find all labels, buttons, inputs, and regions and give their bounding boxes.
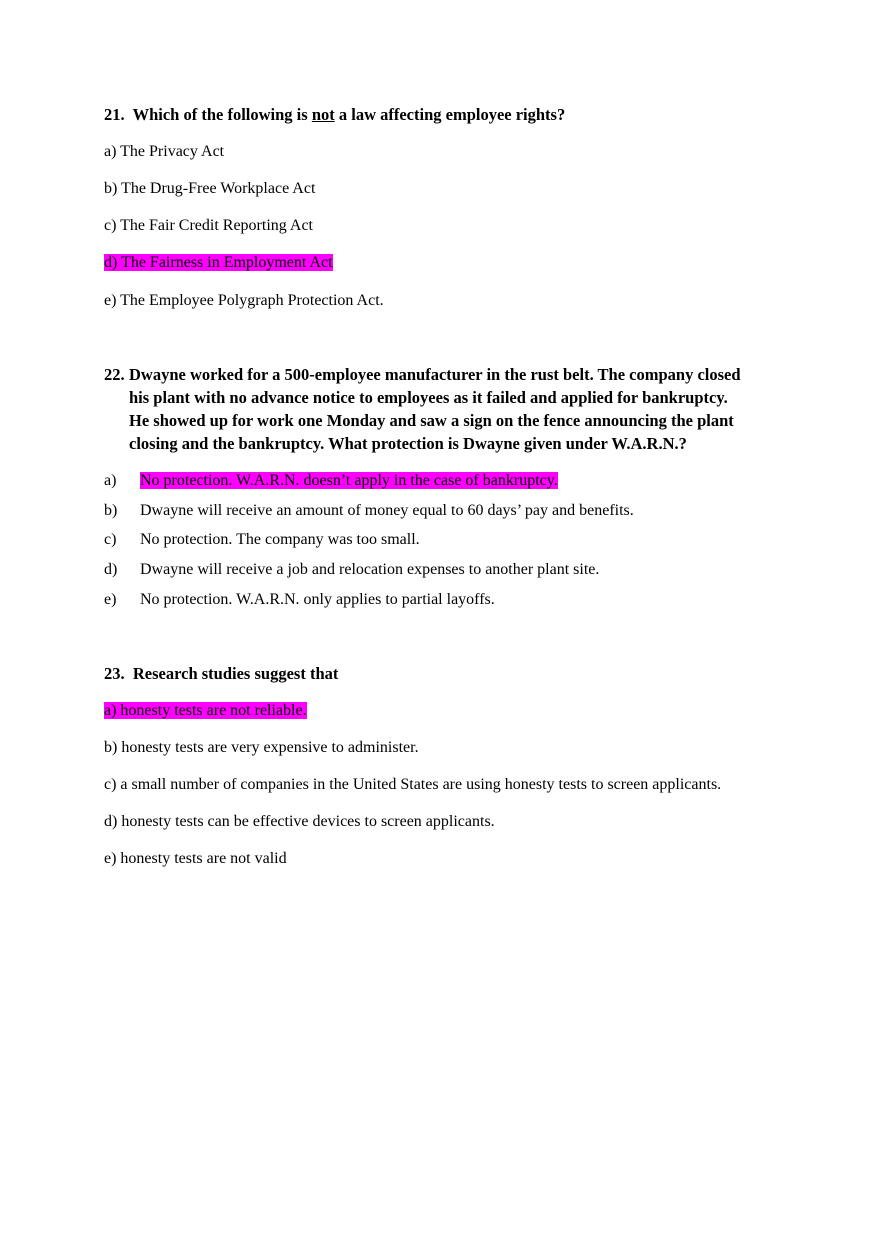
q23-title	[104, 662, 338, 685]
q21-option-a: a) The Privacy Act	[104, 143, 225, 160]
answer-highlight: No protection. W.A.R.N. doesn’t apply in the case of bankruptcy.	[140, 472, 558, 489]
q21-option-d	[104, 253, 333, 273]
q21-title	[104, 103, 565, 126]
q22-title	[104, 363, 794, 455]
q22-option-c: c) No protection. The company was too small.	[104, 531, 420, 548]
answer-highlight: a) honesty tests are not reliable.	[104, 702, 307, 719]
q21-title-underlined: not	[311, 105, 335, 124]
q21-option-e: e) The Employee Polygraph Protection Act.	[104, 292, 384, 309]
q22-option-a: a) No protection. W.A.R.N. doesn’t apply in the case of bankruptcy.	[104, 472, 558, 489]
q22-option-e: e) No protection. W.A.R.N. only applies to partial layoffs.	[104, 591, 495, 608]
q23-option-b: b) honesty tests are very expensive to administer.	[104, 739, 419, 756]
q23-title-text: Research studies suggest that	[132, 664, 339, 683]
q23-option-a	[104, 701, 307, 721]
q23-option-c: c) a small number of companies in the United States are using honesty tests to screen applicants.	[104, 776, 722, 793]
q22-title-line-2: his plant with no advance notice to employees as it failed and applied for bankruptcy.	[129, 388, 728, 407]
q22-title-line-1: Dwayne worked for a 500-employee manufacturer in the rust belt. The company closed	[129, 365, 741, 384]
q23-number: 23.	[104, 664, 125, 683]
q23-option-e: e) honesty tests are not valid	[104, 850, 287, 867]
q21-number: 21.	[104, 105, 125, 124]
answer-highlight: d) The Fairness in Employment Act	[104, 254, 333, 271]
q23-option-d: d) honesty tests can be effective devices to screen applicants.	[104, 813, 495, 830]
q21-option-c: c) The Fair Credit Reporting Act	[104, 217, 313, 234]
q22-option-b: b) Dwayne will receive an amount of money equal to 60 days’ pay and benefits.	[104, 502, 634, 519]
q21-option-b: b) The Drug-Free Workplace Act	[104, 180, 316, 197]
q22-option-d: d) Dwayne will receive a job and relocation expenses to another plant site.	[104, 561, 600, 578]
q21-title-before: Which of the following is	[132, 105, 308, 124]
q22-title-line-3: He showed up for work one Monday and saw a sign on the fence announcing the plant	[129, 411, 734, 430]
q22-number: 22.	[104, 365, 125, 384]
q21-title-after: a law affecting employee rights?	[338, 105, 566, 124]
q22-title-line-4: closing and the bankruptcy. What protection is Dwayne given under W.A.R.N.?	[129, 434, 687, 453]
